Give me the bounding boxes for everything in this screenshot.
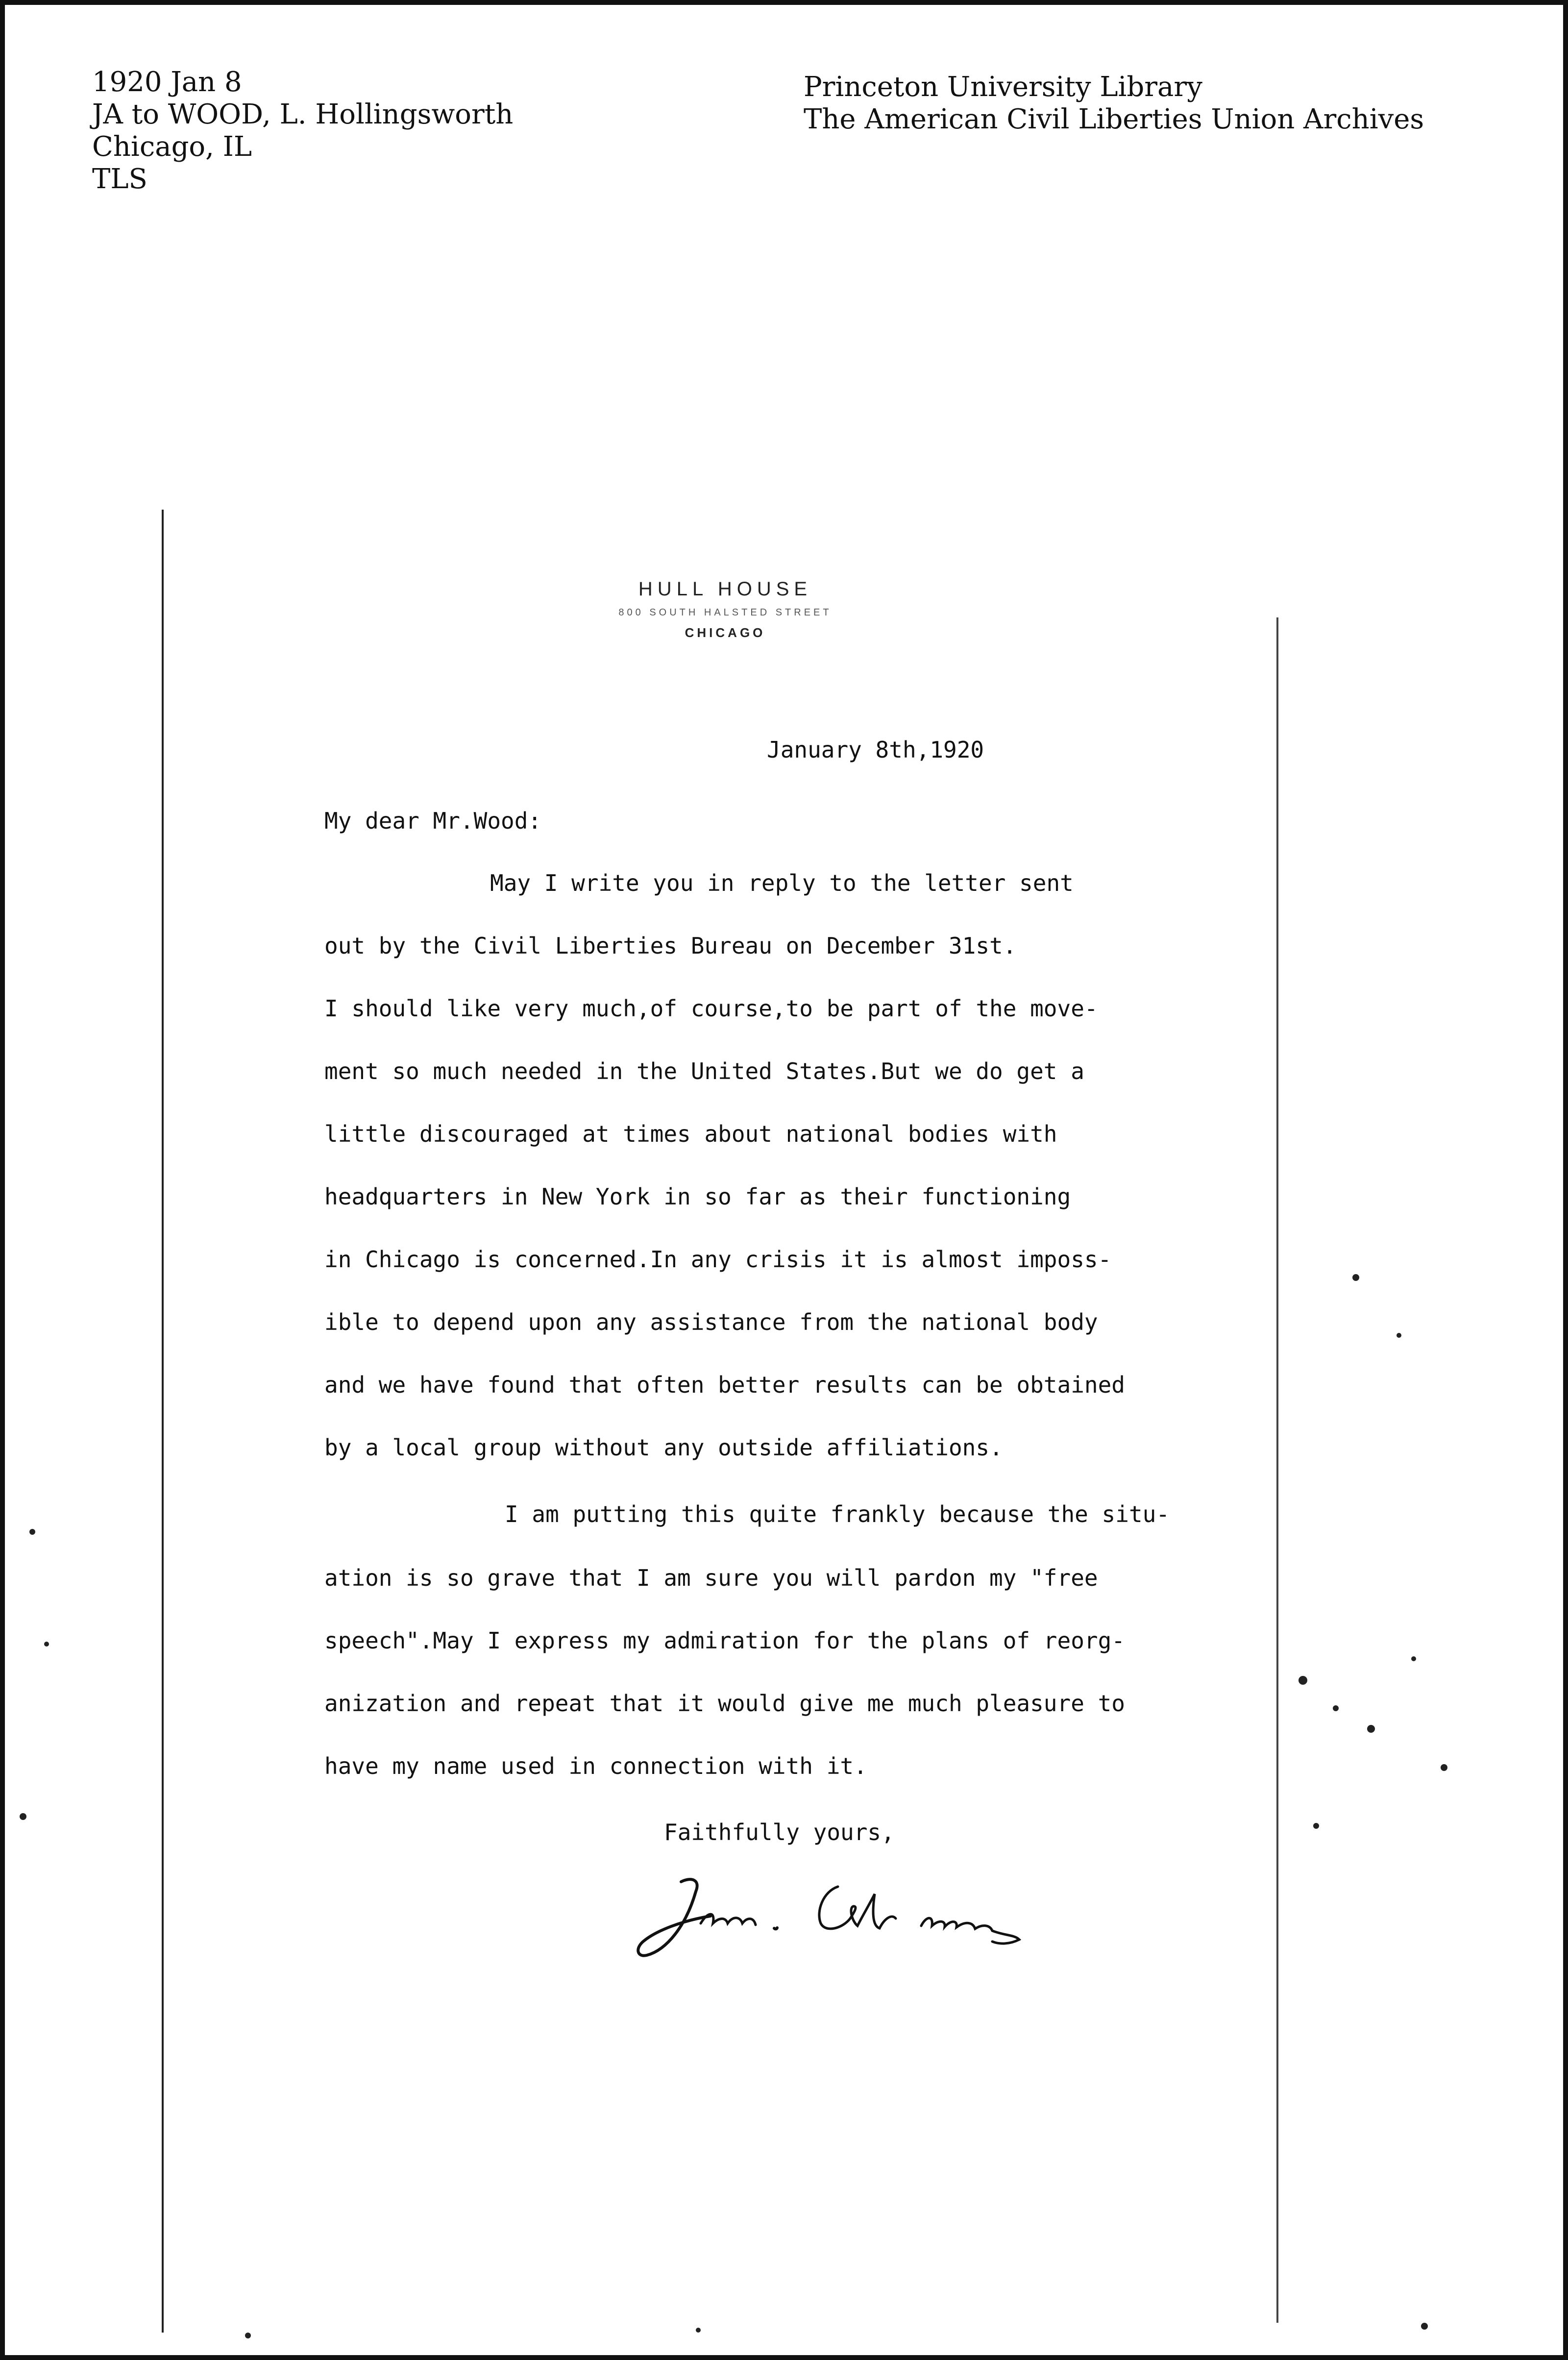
scan-speckle <box>1411 1656 1416 1661</box>
scan-speckle <box>245 2333 251 2338</box>
archive-info <box>804 71 1424 136</box>
page-border-bottom <box>0 2355 1568 2360</box>
page-border-top <box>0 0 1568 5</box>
letter-closing: Faithfully yours, <box>664 1819 895 1845</box>
scan-speckle <box>1298 1676 1307 1685</box>
catalog-type: TLS <box>92 163 147 195</box>
paragraph-line: headquarters in New York in so far as their functioning <box>324 1183 1071 1210</box>
paragraph-line: out by the Civil Liberties Bureau on December 31st. <box>324 933 1017 959</box>
letter-date: January 8th,1920 <box>767 737 984 763</box>
scan-speckle <box>696 2328 701 2333</box>
scan-speckle <box>1352 1274 1359 1281</box>
paragraph-line: in Chicago is concerned.In any crisis it is almost imposs- <box>324 1246 1112 1273</box>
paragraph-line: speech".May I express my admiration for the plans of reorg- <box>324 1627 1125 1654</box>
paragraph-line: I am putting this quite frankly because the situ- <box>505 1501 1170 1527</box>
scan-speckle <box>20 1813 26 1820</box>
scan-speckle <box>1333 1705 1339 1711</box>
letterhead-name: HULL HOUSE <box>638 578 812 600</box>
scan-speckle <box>29 1529 35 1535</box>
letter-salutation: My dear Mr.Wood: <box>324 808 542 834</box>
page-border-right <box>1563 0 1568 2360</box>
letter-edge-right <box>1276 617 1278 2323</box>
paragraph-line: and we have found that often better results can be obtained <box>324 1372 1125 1398</box>
paragraph-line: by a local group without any outside affiliations. <box>324 1434 1003 1461</box>
scan-speckle <box>1421 2323 1428 2330</box>
catalog-date: 1920 Jan 8 <box>92 66 242 98</box>
handwritten-signature <box>627 1857 1088 1965</box>
scan-speckle <box>1441 1764 1447 1771</box>
archive-collection: The American Civil Liberties Union Archives <box>804 103 1424 135</box>
paragraph-line: little discouraged at times about national bodies with <box>324 1121 1057 1147</box>
letterhead-city: CHICAGO <box>685 625 766 640</box>
paragraph-line: May I write you in reply to the letter sent <box>490 870 1074 896</box>
paragraph-line: ment so much needed in the United States.But we do get a <box>324 1058 1084 1084</box>
archive-library: Princeton University Library <box>804 71 1202 103</box>
paragraph-line: anization and repeat that it would give me much pleasure to <box>324 1690 1125 1717</box>
paragraph-line: ible to depend upon any assistance from the national body <box>324 1309 1098 1335</box>
catalog-place: Chicago, IL <box>92 131 252 163</box>
catalog-info <box>92 66 513 196</box>
paragraph-line: ation is so grave that I am sure you will pardon my "free <box>324 1565 1098 1591</box>
letterhead <box>588 578 862 640</box>
letterhead-street: 800 SOUTH HALSTED STREET <box>618 607 832 618</box>
paragraph-line: have my name used in connection with it. <box>324 1753 867 1779</box>
catalog-correspondents: JA to WOOD, L. Hollingsworth <box>92 98 514 130</box>
scan-speckle <box>1396 1333 1401 1338</box>
page-border-left <box>0 0 5 2360</box>
scan-speckle <box>1367 1725 1375 1733</box>
scan-speckle <box>1313 1823 1319 1829</box>
scan-speckle <box>44 1642 49 1647</box>
letter-edge-left <box>162 510 164 2333</box>
paragraph-line: I should like very much,of course,to be part of the move- <box>324 995 1098 1022</box>
